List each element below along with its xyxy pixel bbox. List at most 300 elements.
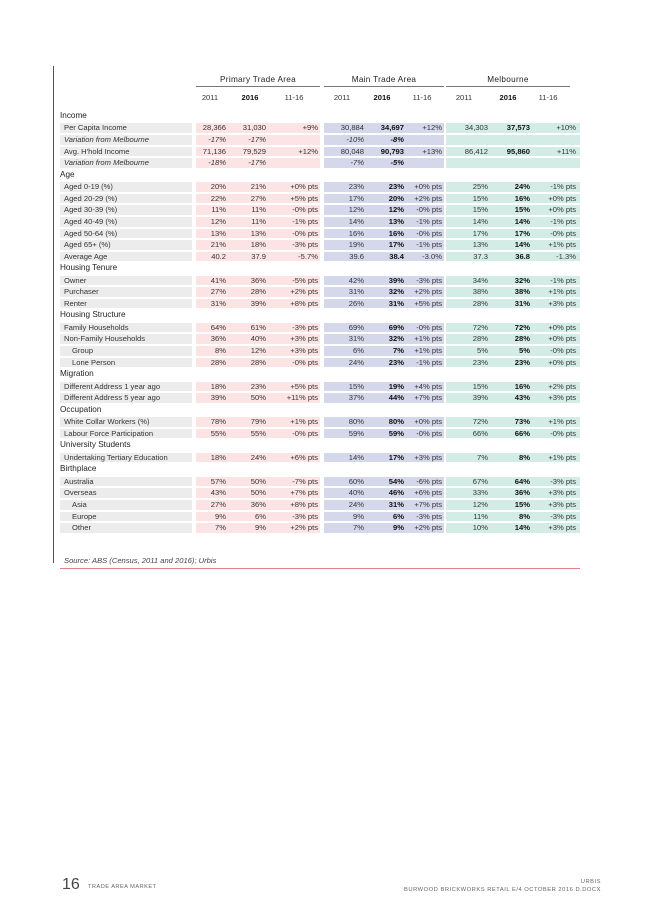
table-cell: 16% — [388, 228, 404, 238]
table-cell: 14% — [514, 240, 530, 250]
table-cell: -7% — [350, 158, 364, 168]
table-cell: 14% — [348, 452, 364, 462]
table-cell: +11% — [556, 146, 576, 156]
table-row — [60, 322, 580, 334]
table-cell: 27% — [210, 499, 226, 509]
table-cell: +1% pts — [290, 417, 318, 427]
table-cell: 23% — [348, 182, 364, 192]
table-cell: 11% — [473, 511, 488, 521]
table-cell: 34,303 — [464, 123, 488, 133]
table-cell: +0% pts — [414, 182, 442, 192]
table-cell: -0% pts — [416, 205, 442, 215]
table-cell: 80% — [348, 417, 364, 427]
table-cell: 21% — [210, 240, 226, 250]
table-cell: 25% — [472, 182, 488, 192]
table-cell: 11% — [251, 216, 266, 226]
table-cell: 66% — [514, 428, 530, 438]
section-heading-label: University Students — [60, 440, 131, 450]
table-cell: 55% — [210, 428, 226, 438]
table-cell: 7% — [477, 452, 488, 462]
table-cell: 20% — [388, 193, 404, 203]
table-cell: 24% — [250, 452, 266, 462]
table-cell: 31% — [210, 298, 226, 308]
table-cell: 31% — [514, 298, 530, 308]
table-cell: +2% pts — [290, 523, 318, 533]
table-cell: -1% pts — [416, 216, 442, 226]
table-cell: -1% pts — [416, 357, 442, 367]
group-underline-melbourne — [446, 86, 570, 87]
group-header-main: Main Trade Area — [351, 75, 417, 84]
table-bottom-rule — [60, 568, 580, 569]
row-label: Avg. H'hold Income — [64, 146, 130, 156]
table-cell: -1.3% — [556, 251, 576, 261]
table-cell: 13% — [472, 240, 488, 250]
table-cell: 57% — [210, 476, 226, 486]
table-row — [60, 251, 580, 263]
table-row — [60, 157, 580, 169]
table-cell: +2% pts — [414, 523, 442, 533]
year-header: 2011 — [333, 93, 351, 102]
table-cell: +10% — [556, 123, 576, 133]
table-row — [60, 239, 580, 251]
table-cell: 17% — [514, 228, 530, 238]
table-row — [60, 522, 580, 534]
table-cell: 16% — [348, 228, 364, 238]
table-cell: 38.4 — [389, 251, 404, 261]
section-heading-label: Housing Tenure — [60, 263, 118, 273]
table-cell: 95,860 — [506, 146, 530, 156]
table-cell: 6% — [353, 346, 364, 356]
section-heading-label: Income — [60, 111, 87, 120]
table-cell: 73% — [514, 417, 530, 427]
table-cell: 78% — [210, 417, 226, 427]
table-cell: 24% — [348, 357, 364, 367]
footer-company: URBIS — [580, 879, 601, 885]
year-header: 11-16 — [284, 93, 304, 102]
table-cell: 34,697 — [380, 123, 404, 133]
section-heading — [60, 309, 580, 321]
table-cell: +3% pts — [548, 298, 576, 308]
table-cell: 34% — [472, 275, 488, 285]
table-cell: +0% pts — [548, 357, 576, 367]
table-row — [60, 499, 580, 511]
table-cell: -18% — [208, 158, 226, 168]
table-cell: +3% pts — [548, 488, 576, 498]
table-cell: 11% — [211, 205, 226, 215]
table-cell: 15% — [514, 499, 530, 509]
table-cell: 8% — [215, 346, 226, 356]
table-cell: +8% pts — [290, 499, 318, 509]
table-cell: 24% — [514, 182, 530, 192]
table-cell: 28% — [514, 334, 530, 344]
table-cell: +3% pts — [290, 334, 318, 344]
table-cell: 15% — [472, 381, 488, 391]
table-cell: 18% — [250, 240, 266, 250]
year-header: 2011 — [201, 93, 219, 102]
table-cell: -1% pts — [550, 216, 576, 226]
table-cell: 28% — [250, 287, 266, 297]
table-cell: 38% — [514, 287, 530, 297]
table-cell: 39% — [210, 393, 226, 403]
table-cell: 27% — [250, 193, 266, 203]
year-header: 2016 — [373, 93, 391, 102]
table-cell: 9% — [393, 523, 404, 533]
row-label: Group — [72, 346, 94, 356]
table-cell: -3.0% — [422, 251, 442, 261]
table-cell: 80,048 — [340, 146, 364, 156]
year-header: 2016 — [499, 93, 517, 102]
table-row — [60, 452, 580, 464]
table-cell: 39.6 — [349, 251, 364, 261]
table-cell: 64% — [210, 322, 226, 332]
table-cell: 17% — [388, 452, 404, 462]
table-cell: +2% pts — [290, 287, 318, 297]
table-cell: 69% — [348, 322, 364, 332]
table-cell: 28% — [472, 334, 488, 344]
table-cell: 12% — [348, 205, 364, 215]
table-cell: 71,136 — [202, 146, 226, 156]
table-cell: +1% pts — [548, 240, 576, 250]
table-cell: -1% pts — [550, 275, 576, 285]
margin-rule — [53, 66, 54, 563]
table-cell: 10% — [472, 523, 488, 533]
table-cell: 7% — [353, 523, 364, 533]
table-cell: 37% — [348, 393, 364, 403]
table-cell: +9% — [302, 123, 318, 133]
row-label: Aged 30-39 (%) — [64, 205, 118, 215]
row-label: Renter — [64, 298, 87, 308]
table-cell: 14% — [514, 523, 530, 533]
table-row — [60, 381, 580, 393]
table-cell: 28,366 — [202, 123, 226, 133]
table-cell: -1% pts — [416, 240, 442, 250]
table-cell: 41% — [210, 275, 226, 285]
table-row — [60, 511, 580, 523]
table-cell: 40% — [250, 334, 266, 344]
table-cell: -5% pts — [292, 275, 318, 285]
table-cell: 36.8 — [515, 251, 530, 261]
table-cell: -3% pts — [292, 511, 318, 521]
table-cell: -0% pts — [550, 228, 576, 238]
row-label: Labour Force Participation — [64, 428, 154, 438]
table-cell: 31% — [388, 298, 404, 308]
table-cell: -10% — [346, 134, 364, 144]
table-cell: 30,884 — [340, 123, 364, 133]
row-label: Aged 20-29 (%) — [64, 193, 118, 203]
table-cell: 18% — [210, 381, 226, 391]
table-cell: 90,793 — [380, 146, 404, 156]
table-cell: 67% — [472, 476, 488, 486]
table-cell: 16% — [514, 381, 530, 391]
table-cell: +0% pts — [548, 205, 576, 215]
table-cell: 33% — [472, 488, 488, 498]
table-cell: +1% pts — [414, 346, 442, 356]
table-cell: 23% — [250, 381, 266, 391]
row-label: Asia — [72, 499, 87, 509]
table-cell: 17% — [388, 240, 404, 250]
table-cell: -6% pts — [416, 476, 442, 486]
section-heading-label: Housing Structure — [60, 310, 126, 320]
table-cell: 17% — [348, 193, 364, 203]
table-cell: -0% pts — [416, 322, 442, 332]
table-cell: 12% — [250, 346, 266, 356]
table-cell: +7% pts — [414, 499, 442, 509]
row-label: Overseas — [64, 488, 97, 498]
table-cell: -17% — [248, 158, 266, 168]
table-row — [60, 275, 580, 287]
table-row — [60, 193, 580, 205]
table-cell: 8% — [519, 511, 530, 521]
table-cell: 9% — [353, 511, 364, 521]
table-cell: 23% — [388, 182, 404, 192]
table-row — [60, 357, 580, 369]
table-row — [60, 286, 580, 298]
table-cell: -17% — [248, 134, 266, 144]
table-cell: 42% — [348, 275, 364, 285]
table-cell: 72% — [472, 417, 488, 427]
table-cell: 36% — [250, 275, 266, 285]
table-row — [60, 416, 580, 428]
table-cell: -0% pts — [550, 346, 576, 356]
table-cell: 11% — [251, 205, 266, 215]
table-cell: 72% — [472, 322, 488, 332]
group-underline-primary — [196, 86, 320, 87]
table-cell: 19% — [388, 381, 404, 391]
table-cell: 54% — [388, 476, 404, 486]
section-heading — [60, 368, 580, 380]
year-header: 2016 — [241, 93, 259, 102]
table-cell: 50% — [250, 488, 266, 498]
table-cell: 32% — [388, 334, 404, 344]
table-cell: 36% — [210, 334, 226, 344]
section-heading — [60, 463, 580, 475]
table-cell: -0% pts — [550, 428, 576, 438]
table-cell: +5% pts — [290, 381, 318, 391]
table-cell: 50% — [250, 476, 266, 486]
year-header: 2011 — [455, 93, 473, 102]
section-heading-label: Occupation — [60, 404, 102, 414]
row-label: Undertaking Tertiary Education — [64, 452, 168, 462]
table-cell: +11% pts — [286, 393, 318, 403]
table-cell: 31,030 — [242, 123, 266, 133]
table-row — [60, 487, 580, 499]
row-label: Family Households — [64, 322, 129, 332]
row-label: Aged 0-19 (%) — [64, 182, 113, 192]
row-label: Variation from Melbourne — [64, 134, 149, 144]
table-cell: 40.2 — [211, 251, 226, 261]
table-cell: 5% — [519, 346, 530, 356]
row-label: Variation from Melbourne — [64, 158, 149, 168]
page-number: 16 — [62, 876, 80, 893]
table-cell: -3% pts — [292, 322, 318, 332]
table-cell: +1% pts — [548, 417, 576, 427]
row-label: White Collar Workers (%) — [64, 417, 150, 427]
table-cell: -0% pts — [292, 228, 318, 238]
table-cell: -7% pts — [292, 476, 318, 486]
mel-band — [446, 135, 580, 145]
section-heading-label: Age — [60, 169, 75, 179]
table-cell: 61% — [250, 322, 266, 332]
table-row — [60, 333, 580, 345]
table-cell: 37.3 — [473, 251, 488, 261]
table-cell: 60% — [348, 476, 364, 486]
table-cell: 12% — [472, 499, 488, 509]
row-label: Aged 50-64 (%) — [64, 228, 118, 238]
table-cell: +4% pts — [414, 381, 442, 391]
table-cell: 6% — [393, 511, 404, 521]
table-cell: -5% — [390, 158, 404, 168]
table-cell: 13% — [388, 216, 404, 226]
table-cell: 16% — [514, 193, 530, 203]
row-label: Europe — [72, 511, 97, 521]
table-cell: +1% pts — [548, 287, 576, 297]
year-header: 11-16 — [412, 93, 432, 102]
table-cell: 15% — [472, 205, 488, 215]
table-cell: -0% pts — [416, 228, 442, 238]
table-cell: -3% pts — [416, 511, 442, 521]
table-cell: 28% — [210, 357, 226, 367]
table-cell: 6% — [255, 511, 266, 521]
table-cell: 36% — [250, 499, 266, 509]
table-cell: 14% — [514, 216, 530, 226]
table-cell: +0% pts — [548, 322, 576, 332]
table-cell: +3% pts — [548, 499, 576, 509]
table-cell: +2% pts — [414, 287, 442, 297]
table-cell: 15% — [348, 381, 364, 391]
row-label: Aged 40-49 (%) — [64, 216, 118, 226]
mel-band — [446, 158, 580, 168]
row-label: Per Capita Income — [64, 123, 127, 133]
table-cell: 14% — [472, 216, 488, 226]
demographics-table — [60, 110, 580, 534]
table-row — [60, 122, 580, 134]
row-label: Average Age — [64, 251, 108, 261]
table-cell: 39% — [250, 298, 266, 308]
table-row — [60, 146, 580, 158]
table-row — [60, 428, 580, 440]
table-cell: -1% pts — [292, 216, 318, 226]
table-cell: 18% — [210, 452, 226, 462]
table-cell: 32% — [514, 275, 530, 285]
table-row — [60, 345, 580, 357]
table-cell: 79,529 — [242, 146, 266, 156]
table-cell: +1% pts — [548, 452, 576, 462]
row-label: Lone Person — [72, 357, 116, 367]
year-header: 11-16 — [538, 93, 558, 102]
table-cell: 38% — [472, 287, 488, 297]
table-cell: +0% pts — [414, 417, 442, 427]
section-heading — [60, 262, 580, 274]
table-cell: +7% pts — [414, 393, 442, 403]
table-cell: 80% — [388, 417, 404, 427]
table-cell: +1% pts — [414, 334, 442, 344]
table-cell: 43% — [514, 393, 530, 403]
table-cell: 15% — [472, 193, 488, 203]
table-cell: 8% — [519, 452, 530, 462]
table-cell: 69% — [388, 322, 404, 332]
row-label: Other — [72, 523, 91, 533]
footer-document-name: BURWOOD BRICKWORKS RETAIL E/4 OCTOBER 2016 D.DOCX — [404, 887, 601, 893]
row-label: Owner — [64, 275, 87, 285]
table-cell: 37,573 — [506, 123, 530, 133]
table-cell: 40% — [348, 488, 364, 498]
table-cell: 28% — [472, 298, 488, 308]
row-label: Non-Family Households — [64, 334, 146, 344]
table-cell: 31% — [348, 287, 364, 297]
table-cell: 86,412 — [464, 146, 488, 156]
table-cell: 66% — [472, 428, 488, 438]
section-heading-label: Migration — [60, 369, 94, 379]
table-cell: +2% pts — [414, 193, 442, 203]
group-header-primary: Primary Trade Area — [220, 75, 296, 84]
table-row — [60, 134, 580, 146]
table-cell: +12% — [298, 146, 318, 156]
table-cell: +2% pts — [548, 381, 576, 391]
table-cell: 24% — [348, 499, 364, 509]
table-cell: 12% — [210, 216, 226, 226]
group-underline-main — [324, 86, 444, 87]
table-row — [60, 228, 580, 240]
table-cell: 22% — [210, 193, 226, 203]
table-cell: 50% — [250, 393, 266, 403]
table-cell: 7% — [215, 523, 226, 533]
table-row — [60, 181, 580, 193]
row-label: Australia — [64, 476, 94, 486]
table-cell: +3% pts — [548, 393, 576, 403]
table-cell: 26% — [348, 298, 364, 308]
table-cell: +12% — [422, 123, 442, 133]
table-cell: 37.9 — [251, 251, 266, 261]
table-cell: -1% pts — [550, 182, 576, 192]
table-cell: 46% — [388, 488, 404, 498]
section-heading — [60, 169, 580, 181]
table-cell: 23% — [472, 357, 488, 367]
section-heading — [60, 110, 580, 122]
table-cell: 27% — [210, 287, 226, 297]
table-cell: +8% pts — [290, 298, 318, 308]
table-cell: 19% — [348, 240, 364, 250]
table-cell: +0% pts — [548, 193, 576, 203]
table-cell: 15% — [514, 205, 530, 215]
table-cell: -3% pts — [550, 476, 576, 486]
table-cell: 59% — [388, 428, 404, 438]
table-cell: -3% pts — [416, 275, 442, 285]
table-cell: 44% — [388, 393, 404, 403]
table-cell: 31% — [348, 334, 364, 344]
row-label: Aged 65+ (%) — [64, 240, 111, 250]
table-cell: +13% — [422, 146, 442, 156]
table-cell: 17% — [472, 228, 488, 238]
table-row — [60, 216, 580, 228]
table-cell: 39% — [388, 275, 404, 285]
table-cell: 13% — [210, 228, 226, 238]
table-cell: 31% — [388, 499, 404, 509]
row-label: Different Address 5 year ago — [64, 393, 161, 403]
table-cell: +0% pts — [548, 334, 576, 344]
table-cell: 21% — [250, 182, 266, 192]
table-cell: 55% — [250, 428, 266, 438]
group-header-melbourne: Melbourne — [487, 75, 529, 84]
table-cell: +3% pts — [548, 523, 576, 533]
table-row — [60, 204, 580, 216]
row-label: Purchaser — [64, 287, 99, 297]
table-cell: 14% — [348, 216, 364, 226]
table-cell: 7% — [393, 346, 404, 356]
table-cell: 9% — [215, 511, 226, 521]
table-cell: -8% — [390, 134, 404, 144]
table-cell: 64% — [514, 476, 530, 486]
table-cell: 79% — [250, 417, 266, 427]
